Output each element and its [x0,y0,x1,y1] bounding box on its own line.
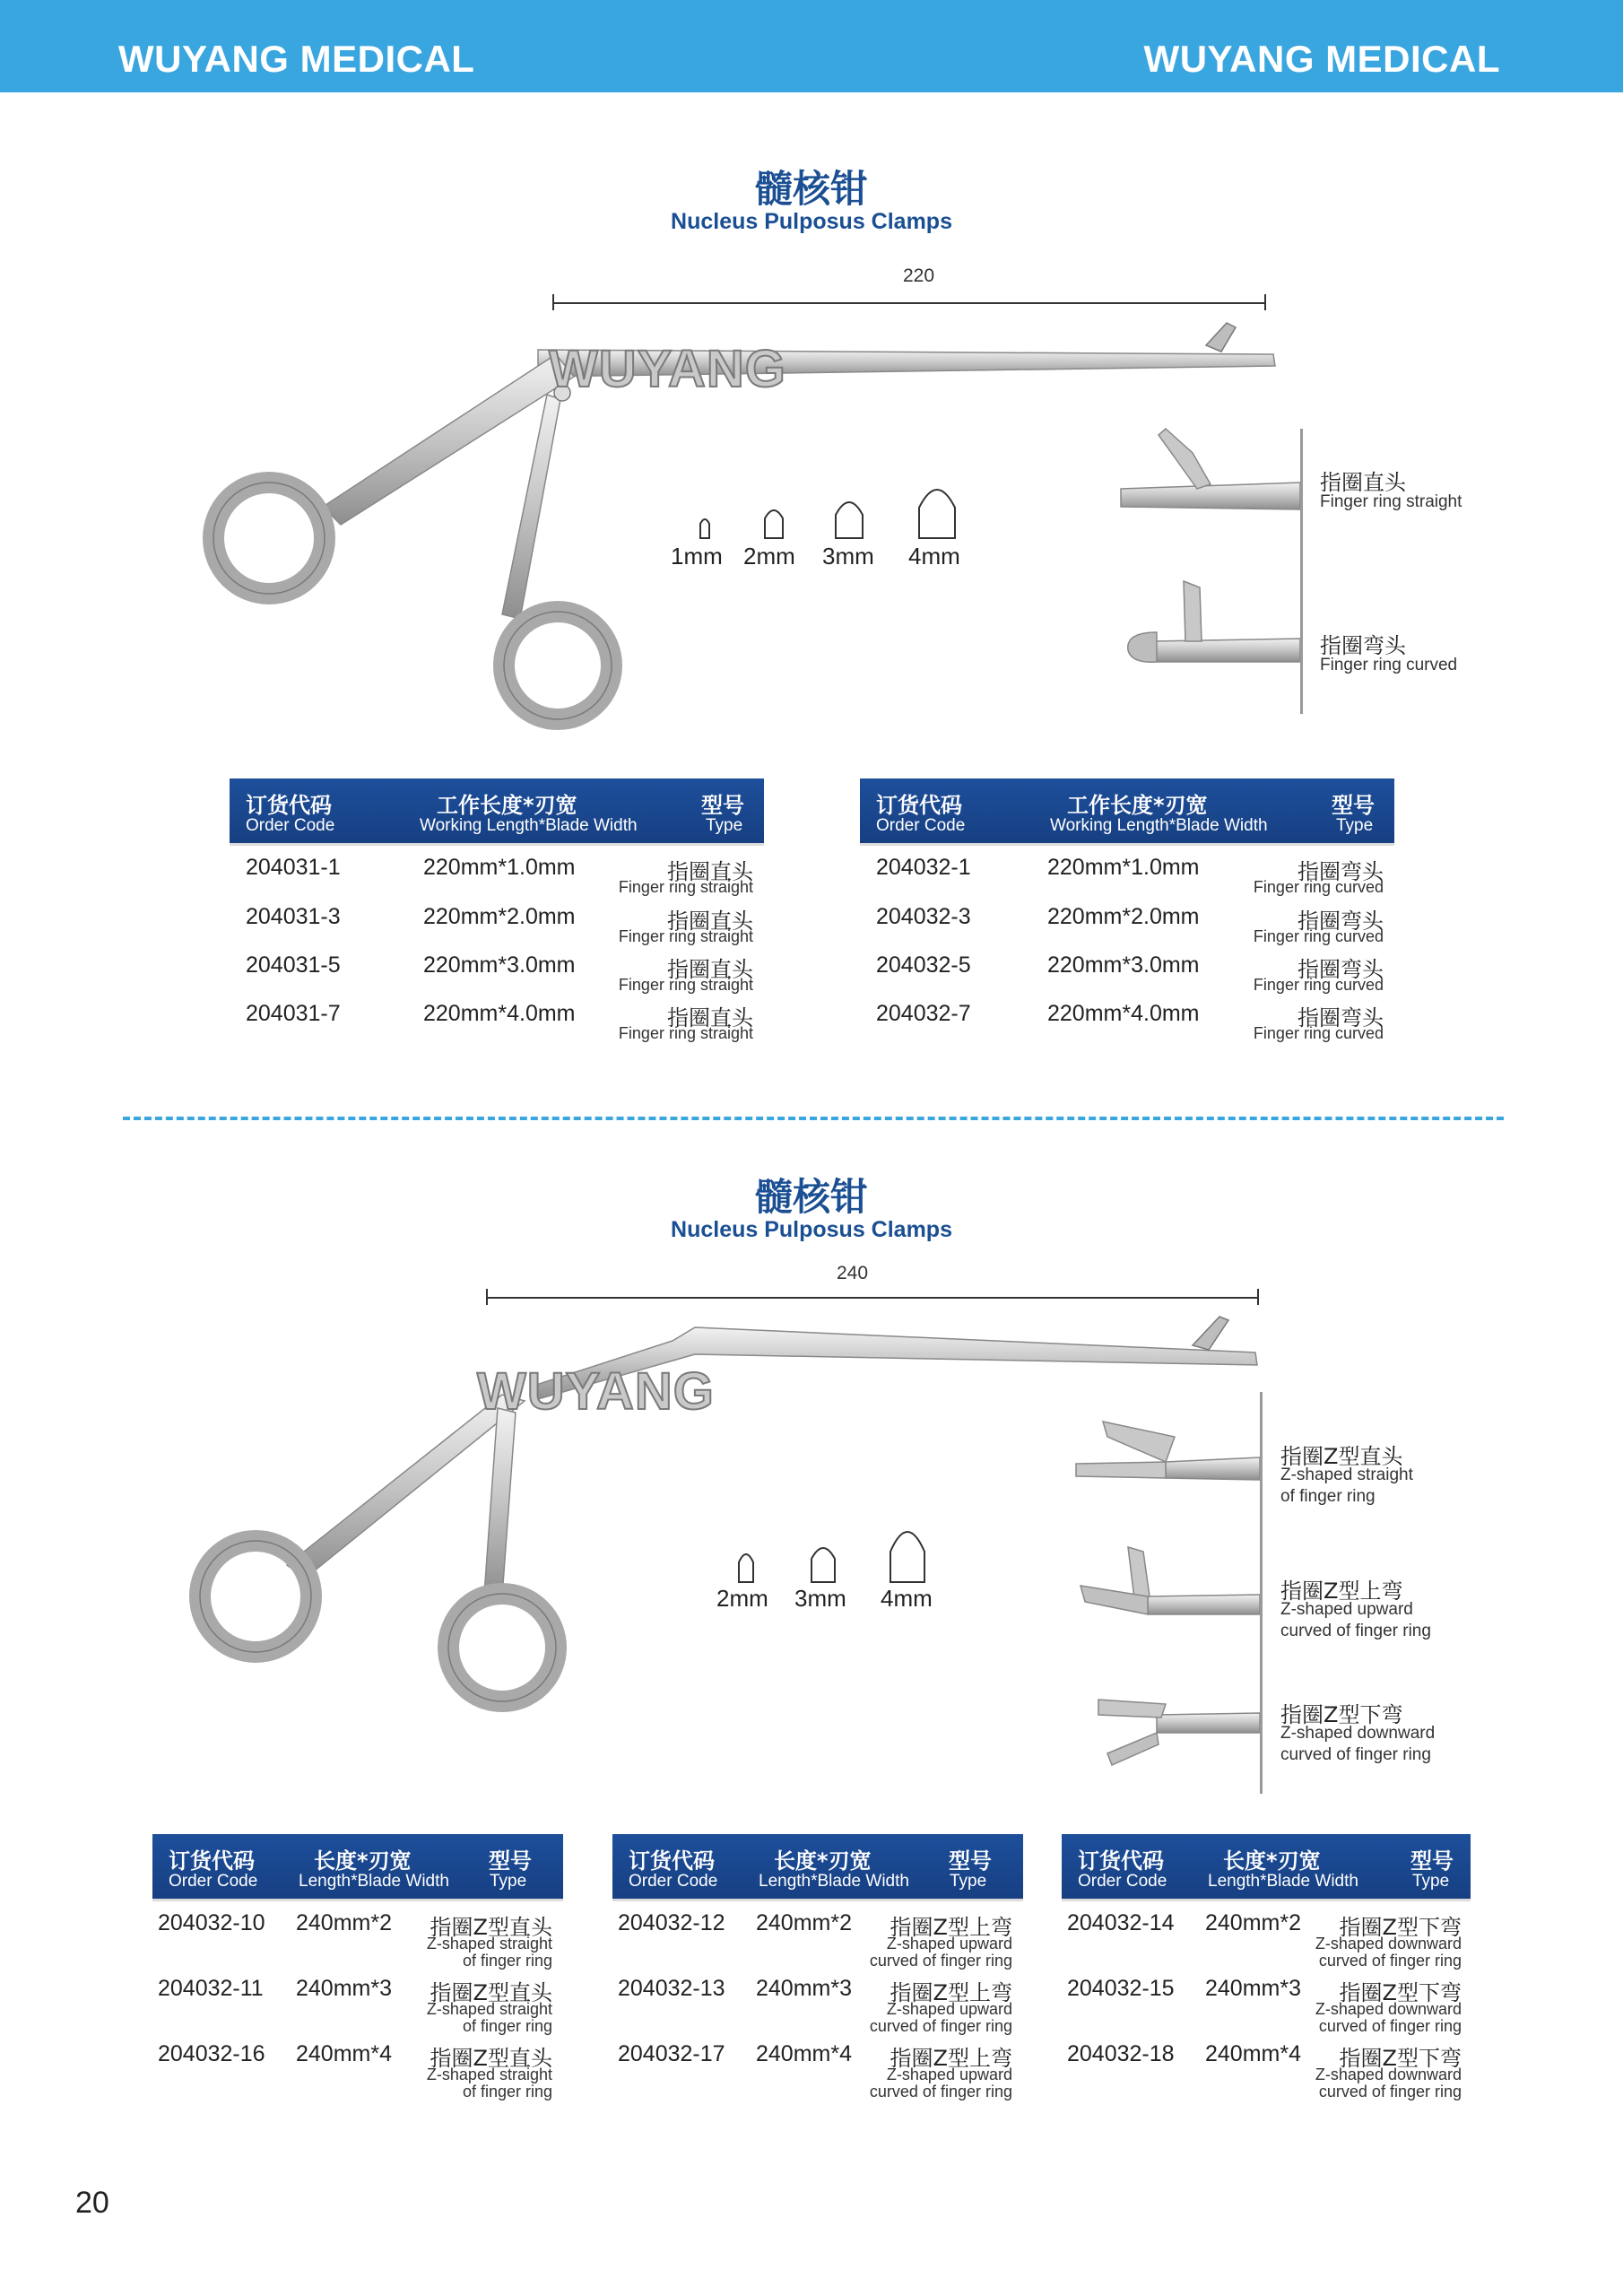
header-type-en: Type [706,816,743,835]
length-width: 220mm*4.0mm [1047,1001,1200,1026]
type-en: of finger ring [462,2017,552,2035]
type-cn: 指圈弯头 [1298,859,1384,884]
type-en: curved of finger ring [869,2017,1012,2035]
instrument-watermark: WUYANG [477,1362,715,1421]
type-en: Finger ring straight [618,878,753,896]
length-width: 220mm*1.0mm [423,855,576,880]
header-length-cn: 长度*刃宽 [774,1848,872,1874]
header-length-en: Length*Blade Width [759,1872,909,1891]
order-code: 204032-7 [876,1001,971,1026]
variant-en: Finger ring straight [1320,492,1462,511]
type-en: curved of finger ring [869,1952,1012,1970]
variant-en: Z-shaped straight [1280,1465,1413,1484]
header-length-en: Length*Blade Width [299,1872,449,1891]
type-cn: 指圈Z型直头 [430,1915,552,1940]
order-code: 204032-15 [1067,1976,1175,2001]
type-cn: 指圈Z型下弯 [1339,1915,1462,1940]
instrument-watermark: WUYANG [549,340,786,398]
type-cn: 指圈弯头 [1298,957,1384,982]
header-order-code-en: Order Code [876,816,966,835]
header-length-en: Working Length*Blade Width [420,816,638,835]
order-code: 204032-11 [158,1976,264,2001]
type-cn: 指圈直头 [667,1005,753,1031]
brand-left: WUYANG MEDICAL [118,38,475,80]
type-en: Finger ring curved [1253,1024,1384,1042]
order-code: 204032-5 [876,952,971,978]
order-table-z-upward [612,1834,1023,2103]
variant-cn: 指圈直头 [1320,470,1406,495]
header-length-cn: 工作长度*刃宽 [437,793,577,818]
brand-right: WUYANG MEDICAL [1143,38,1500,80]
size-label: 1mm [671,543,723,570]
length-width: 240mm*2 [296,1910,392,1935]
variant-cn: 指圈弯头 [1320,633,1406,658]
order-code: 204032-10 [158,1910,265,1935]
header-order-code-cn: 订货代码 [876,793,962,818]
order-table-z-straight [152,1834,563,2103]
order-code: 204031-1 [246,855,341,880]
header-order-code-cn: 订货代码 [246,793,332,818]
variant-en: of finger ring [1280,1487,1376,1506]
type-cn: 指圈Z型下弯 [1339,1980,1462,2005]
header-order-code-cn: 订货代码 [1078,1848,1164,1874]
section1-title-en: Nucleus Pulposus Clamps [671,209,952,234]
order-code: 204032-17 [618,2041,725,2066]
type-en: Z-shaped downward [1315,2066,1462,2083]
size-label: 3mm [794,1585,846,1612]
length-width: 240mm*3 [1205,1976,1301,2001]
type-cn: 指圈Z型上弯 [890,1980,1012,2005]
order-code: 204032-12 [618,1910,725,1935]
type-cn: 指圈直头 [667,909,753,934]
type-cn: 指圈弯头 [1298,909,1384,934]
order-code: 204032-18 [1067,2041,1175,2066]
size-label: 2mm [716,1585,768,1612]
type-en: curved of finger ring [869,2083,1012,2100]
order-code: 204032-1 [876,855,971,880]
header-type-cn: 型号 [489,1848,532,1874]
order-code: 204031-3 [246,904,341,929]
length-width: 240mm*4 [296,2041,392,2066]
type-cn: 指圈Z型直头 [430,1980,552,2005]
type-en: Z-shaped straight [426,1935,552,1952]
order-code: 204032-16 [158,2041,265,2066]
type-en: Z-shaped straight [426,2000,552,2018]
type-cn: 指圈Z型上弯 [890,2046,1012,2071]
header-type-cn: 型号 [1410,1848,1454,1874]
length-width: 240mm*2 [756,1910,852,1935]
type-en: Z-shaped upward [886,2066,1012,2083]
variant-en: curved of finger ring [1280,1622,1431,1640]
variant-cn: 指圈Z型上弯 [1280,1578,1403,1604]
type-en: Finger ring straight [618,1024,753,1042]
header-order-code-en: Order Code [629,1872,718,1891]
order-code: 204032-14 [1067,1910,1175,1935]
length-width: 240mm*3 [756,1976,852,2001]
section1-title-cn: 髓核钳 [754,167,868,211]
size-label: 2mm [743,543,795,570]
length-width: 220mm*3.0mm [423,952,576,978]
variant-divider [1260,1392,1263,1794]
section2-title-en: Nucleus Pulposus Clamps [671,1217,952,1242]
type-cn: 指圈Z型上弯 [890,1915,1012,1940]
table-header [152,1834,563,1901]
length-width: 240mm*2 [1205,1910,1301,1935]
header-order-code-en: Order Code [169,1872,258,1891]
header-length-cn: 长度*刃宽 [314,1848,412,1874]
type-en: of finger ring [462,1952,552,1970]
length-width: 220mm*4.0mm [423,1001,576,1026]
type-en: of finger ring [462,2083,552,2100]
type-en: Finger ring straight [618,927,753,945]
type-en: Z-shaped upward [886,2000,1012,2018]
variant-cn: 指圈Z型直头 [1280,1444,1403,1469]
header-type-cn: 型号 [701,793,744,818]
order-table-z-downward [1062,1834,1471,2103]
type-cn: 指圈直头 [667,957,753,982]
order-code: 204031-7 [246,1001,341,1026]
type-en: curved of finger ring [1318,2017,1462,2035]
type-en: Z-shaped straight [426,2066,552,2083]
header-length-en: Length*Blade Width [1208,1872,1358,1891]
variant-en: Finger ring curved [1320,656,1458,674]
order-code: 204032-3 [876,904,971,929]
header-type-cn: 型号 [1332,793,1375,818]
header-length-cn: 长度*刃宽 [1223,1848,1321,1874]
type-en: Z-shaped downward [1315,2000,1462,2018]
type-en: curved of finger ring [1318,2083,1462,2100]
header-type-en: Type [490,1872,527,1891]
header-type-cn: 型号 [949,1848,992,1874]
type-cn: 指圈Z型下弯 [1339,2046,1462,2071]
variant-cn: 指圈Z型下弯 [1280,1702,1403,1727]
type-en: Z-shaped upward [886,1935,1012,1952]
type-en: Finger ring curved [1253,976,1384,994]
length-width: 220mm*3.0mm [1047,952,1200,978]
length-width: 240mm*4 [1205,2041,1301,2066]
table-header [1062,1834,1471,1901]
header-length-cn: 工作长度*刃宽 [1067,793,1208,818]
header-order-code-cn: 订货代码 [629,1848,715,1874]
size-label: 4mm [908,543,960,570]
size-label: 3mm [822,543,874,570]
header-length-en: Working Length*Blade Width [1050,816,1268,835]
section2-title-cn: 髓核钳 [754,1175,868,1219]
order-code: 204031-5 [246,952,341,978]
type-cn: 指圈Z型直头 [430,2046,552,2071]
variant-en: Z-shaped downward [1280,1724,1436,1743]
order-code: 204032-13 [618,1976,725,2001]
type-en: Finger ring curved [1253,878,1384,896]
type-en: Finger ring straight [618,976,753,994]
length-width: 240mm*4 [756,2041,852,2066]
section2-dimension-label: 240 [837,1263,869,1283]
header-order-code-cn: 订货代码 [169,1848,255,1874]
length-width: 240mm*3 [296,1976,392,2001]
type-en: Z-shaped downward [1315,1935,1462,1952]
header-order-code-en: Order Code [1078,1872,1167,1891]
type-cn: 指圈弯头 [1298,1005,1384,1031]
page-number: 20 [75,2186,109,2220]
length-width: 220mm*2.0mm [1047,904,1200,929]
length-width: 220mm*2.0mm [423,904,576,929]
header-type-en: Type [1336,816,1374,835]
variant-en: Z-shaped upward [1280,1600,1413,1619]
header-type-en: Type [1412,1872,1450,1891]
variant-en: curved of finger ring [1280,1745,1431,1764]
header-type-en: Type [950,1872,987,1891]
size-label: 4mm [881,1585,933,1612]
section1-dimension-label: 220 [903,265,935,286]
table-header [612,1834,1023,1901]
type-en: curved of finger ring [1318,1952,1462,1970]
header-order-code-en: Order Code [246,816,335,835]
type-en: Finger ring curved [1253,927,1384,945]
length-width: 220mm*1.0mm [1047,855,1200,880]
type-cn: 指圈直头 [667,859,753,884]
